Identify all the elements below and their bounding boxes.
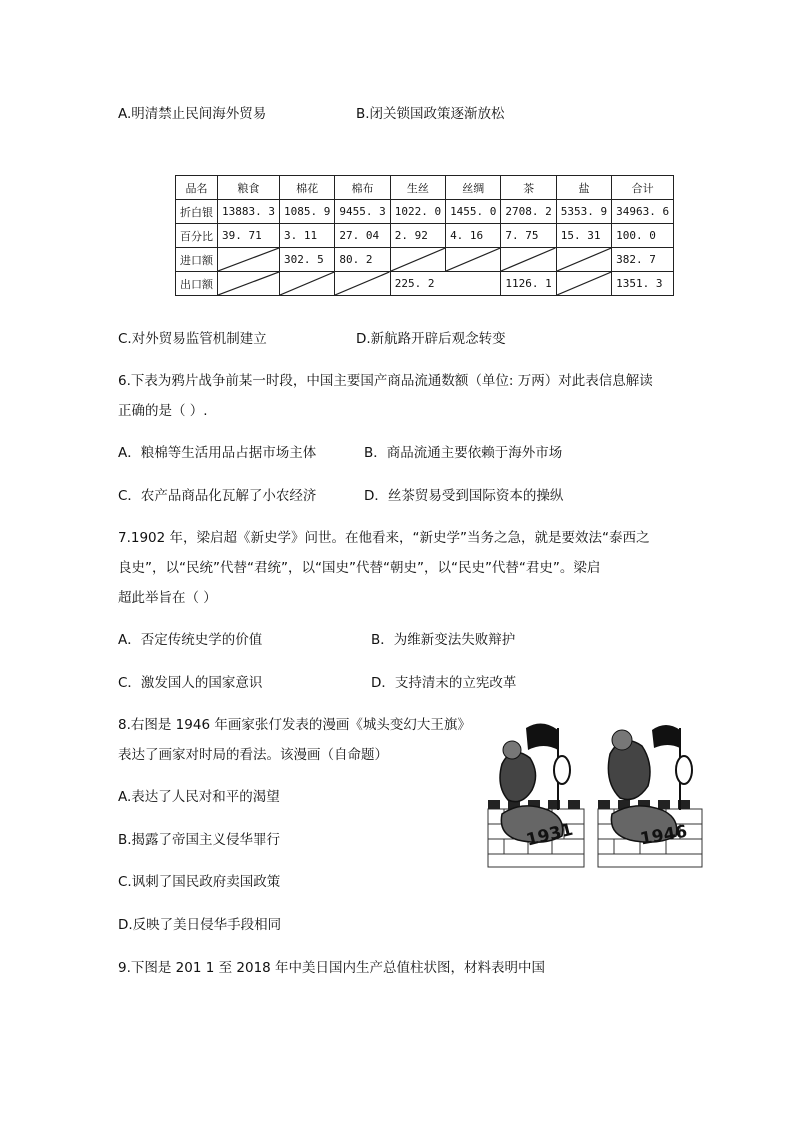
table-cell: 80. 2: [335, 248, 390, 272]
table-row: [176, 224, 674, 248]
row-label: 百分比: [176, 224, 218, 248]
table-cell: 5353. 9: [556, 200, 611, 224]
table-cell: 100. 0: [612, 224, 674, 248]
table-cell: 1126. 1: [501, 272, 556, 296]
table-cell: 1455. 0: [446, 200, 501, 224]
table-header-cell: 棉花: [279, 176, 334, 200]
table-row: [176, 200, 674, 224]
q5-option-a: A.明清禁止民间海外贸易: [118, 106, 267, 122]
table-row: [176, 272, 674, 296]
q6-option-c: C．农产品商品化瓦解了小农经济: [118, 488, 317, 504]
q8-option-a: A.表达了人民对和平的渴望: [118, 789, 280, 805]
row-label: 出口额: [176, 272, 218, 296]
table-header-cell: 茶: [501, 176, 556, 200]
cartoon-year-1946: 1946: [638, 821, 689, 850]
table-cell: 9455. 3: [335, 200, 390, 224]
q5-option-c: C.对外贸易监管机制建立: [118, 331, 267, 347]
table-cell: 1022. 0: [390, 200, 445, 224]
q7-stem-line-1: 7.1902 年，梁启超《新史学》问世。在他看来，“新史学”当务之急，就是要效法“泰西之: [118, 530, 650, 546]
empty-slash-cell: [556, 248, 611, 272]
table-header-cell: 合计: [612, 176, 674, 200]
empty-slash-cell: [218, 248, 280, 272]
q7-option-b: B．为维新变法失败辩护: [371, 632, 516, 648]
empty-slash-cell: [335, 272, 390, 296]
table-cell: 2. 92: [390, 224, 445, 248]
table-cell: 15. 31: [556, 224, 611, 248]
cartoon-panel-1931: [484, 723, 588, 870]
q6-option-a: A．粮棉等生活用品占据市场主体: [118, 445, 317, 461]
q6-option-b: B．商品流通主要依赖于海外市场: [364, 445, 563, 461]
table-cell: 225. 2: [390, 272, 501, 296]
table-header-cell: 品名: [176, 176, 218, 200]
q5-option-b: B.闭关锁国政策逐渐放松: [356, 106, 505, 122]
table-cell: 4. 16: [446, 224, 501, 248]
empty-slash-cell: [279, 272, 334, 296]
cartoon-panel-1946: [594, 720, 706, 870]
row-label: 进口额: [176, 248, 218, 272]
table-cell: 34963. 6: [612, 200, 674, 224]
table-header-cell: 生丝: [390, 176, 445, 200]
table-header-cell: 粮食: [218, 176, 280, 200]
q8-stem-line-1: 8.右图是 1946 年画家张仃发表的漫画《城头变幻大王旗》: [118, 717, 471, 733]
table-cell: 382. 7: [612, 248, 674, 272]
cartoon-year-1931: 1931: [524, 819, 576, 851]
table-cell: 1351. 3: [612, 272, 674, 296]
row-label: 折白银: [176, 200, 218, 224]
commodity-table: [175, 175, 674, 296]
empty-slash-cell: [390, 248, 445, 272]
q8-option-b: B.揭露了帝国主义侵华罪行: [118, 832, 281, 848]
q8-option-d: D.反映了美日侵华手段相同: [118, 917, 282, 933]
table-cell: 13883. 3: [218, 200, 280, 224]
q7-option-c: C．激发国人的国家意识: [118, 675, 263, 691]
cartoon-illustration: [482, 714, 708, 872]
q7-stem-line-2: 良史”，以“民统”代替“君统”，以“国史”代替“朝史”，以“民史”代替“君史”。梁启: [118, 560, 601, 576]
q6-stem-line-2: 正确的是（ ）.: [118, 403, 208, 419]
table-header-cell: 棉布: [335, 176, 390, 200]
table-cell: 2708. 2: [501, 200, 556, 224]
table-cell: 1085. 9: [279, 200, 334, 224]
q6-option-d: D．丝茶贸易受到国际资本的操纵: [364, 488, 564, 504]
table-cell: 3. 11: [279, 224, 334, 248]
table-cell: 39. 71: [218, 224, 280, 248]
q9-stem-line-1: 9.下图是 201 1 至 2018 年中美日国内生产总值柱状图，材料表明中国: [118, 960, 546, 976]
empty-slash-cell: [556, 272, 611, 296]
empty-slash-cell: [501, 248, 556, 272]
q5-option-d: D.新航路开辟后观念转变: [356, 331, 506, 347]
q7-stem-line-3: 超此举旨在（ ）: [118, 590, 217, 606]
q8-option-c: C.讽刺了国民政府卖国政策: [118, 874, 281, 890]
empty-slash-cell: [218, 272, 280, 296]
table-header-cell: 丝绸: [446, 176, 501, 200]
table-cell: 302. 5: [279, 248, 334, 272]
q6-stem-line-1: 6.下表为鸦片战争前某一时段，中国主要国产商品流通数额（单位: 万两）对此表信息解读: [118, 373, 653, 389]
table-row: [176, 248, 674, 272]
table-header-row: [176, 176, 674, 200]
table-cell: 7. 75: [501, 224, 556, 248]
table-cell: 27. 04: [335, 224, 390, 248]
q7-option-a: A．否定传统史学的价值: [118, 632, 263, 648]
table-header-cell: 盐: [556, 176, 611, 200]
q7-option-d: D．支持清末的立宪改革: [371, 675, 517, 691]
q8-stem-line-2: 表达了画家对时局的看法。该漫画（自命题）: [118, 747, 388, 763]
empty-slash-cell: [446, 248, 501, 272]
